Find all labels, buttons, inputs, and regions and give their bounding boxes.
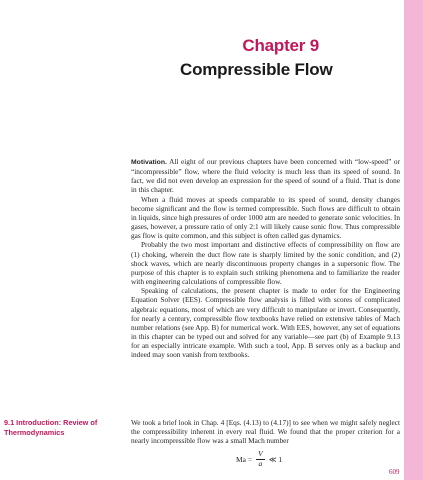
section-text [131,418,400,445]
paragraph-text: All eight of our previous chapters have been concerned with “low-speed” or “incompressible” flow, where the fluid velocity is much less than its speed of sound. In fact, we did not even develop an expression for the speed of sound of a fluid. That is done in this chapter. [131,157,401,195]
equation-denominator: a [258,458,263,468]
section-paragraph: We took a brief look in Chap. 4 [Eqs. (4.13) to (4.17)] to see when we might safely neglect the compressibility inherent in every real fluid. We found that the proper criterion for a nearly incompressible flow was a small Mach number [131,418,400,446]
chapter-edge-tab [404,0,423,480]
run-in-heading: Motivation. [131,159,167,166]
paragraph: Probably the two most important and distinctive effects of compressibility on flow are (1) choking, wherein the duct flow rate is sharply limited by the sonic condition, and (2) shock waves, which are nearly discontinuous property changes in a supersonic flow. The purpose of this chapter is to explain such striking phenomena and to familiarize the reader with engineering calculations of compressible flow. [131,240,400,287]
equation-rhs: ≪ 1 [268,454,283,464]
equation-fraction [256,450,265,468]
paragraph: When a fluid moves at speeds comparable to its speed of sound, density changes become significant and the flow is termed compressible. Such flows are difficult to obtain in liquids, since high pressures of order 1000 atm are needed to generate sonic velocities. In gases, however, a pressure ratio of only 2:1 will likely cause sonic flow. Thus compressible gas flow is quite common, and this subject is often called gas dynamics. [131,194,400,241]
paragraph: Speaking of calculations, the present chapter is made to order for the Engineering Equation Solver (EES). Compressible flow analysis is filled with scores of complicated algebraic equations, most of which are very difficult to manipulate or invert. Consequently, for nearly a century, compressible flow textbooks have relied on extensive tables of Mach number relations (see App. B) for numerical work. With EES, however, any set of equations in this chapter can be typed out and solved for any variable—see part (b) of Example 9.13 for an especially intricate example. With such a tool, App. B serves only as a backup and indeed may soon vanish from textbooks. [131,286,400,360]
mach-number-equation [236,447,282,471]
body-text [131,157,400,359]
section-heading: 9.1 Introduction: Review of Thermodynamics [4,418,98,437]
equation-lhs: Ma = [236,454,253,464]
equation-numerator: V [258,449,263,458]
page-number: 609 [389,468,400,476]
chapter-title: Compressible Flow [180,60,333,79]
paragraph [131,157,400,195]
chapter-number: Chapter 9 [242,36,319,55]
